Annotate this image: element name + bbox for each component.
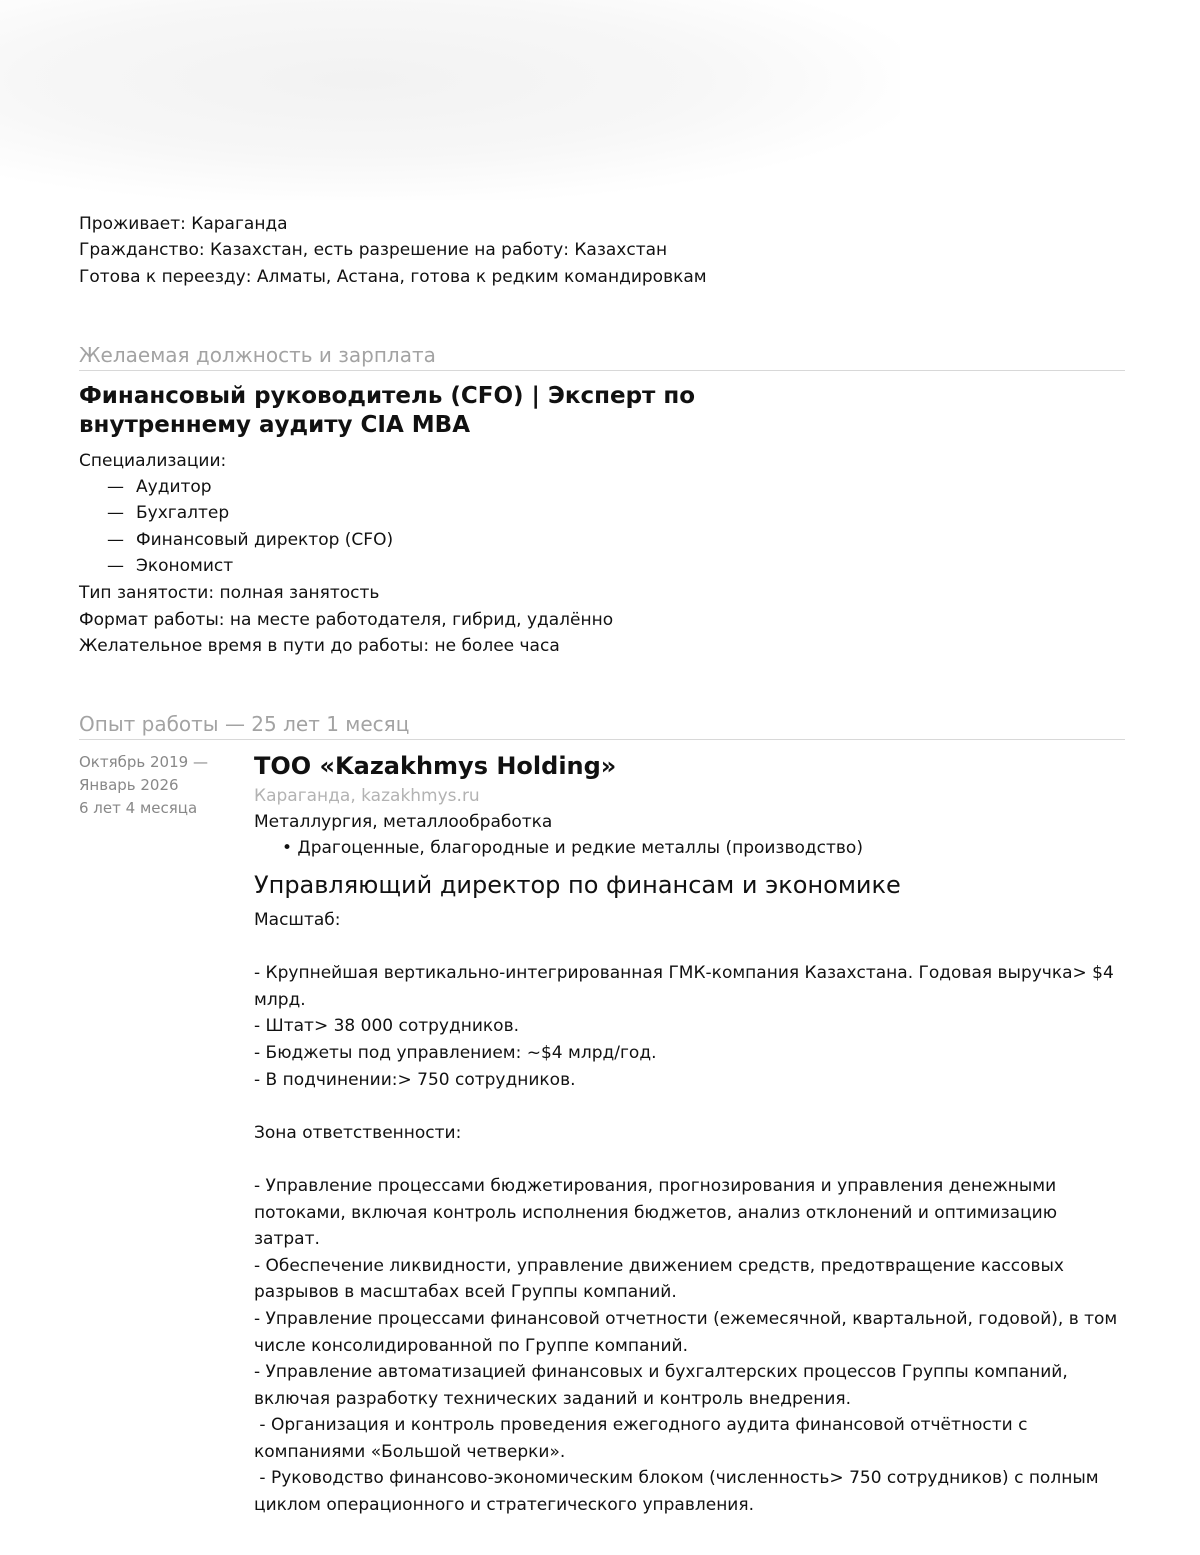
dash-marker: — [107, 477, 124, 497]
commute-time: Желательное время в пути до работы: не более часа [79, 636, 560, 656]
experience-section-title: Опыт работы — 25 лет 1 месяц [79, 711, 1125, 740]
job-position: Управляющий директор по финансам и экономике [254, 871, 901, 899]
specialization-item [107, 527, 393, 553]
company-location: Караганда, kazakhmys.ru [254, 786, 480, 806]
specialization-label: Бухгалтер [136, 503, 230, 523]
job-duration: 6 лет 4 месяца [79, 799, 198, 817]
job-period-end: Январь 2026 [79, 776, 179, 794]
specialization-label: Аудитор [136, 477, 212, 497]
company-name: ТОО «Kazakhmys Holding» [254, 752, 617, 780]
specialization-label: Финансовый директор (CFO) [136, 530, 394, 550]
dash-marker: — [107, 530, 124, 550]
company-industry-sub: • Драгоценные, благородные и редкие металлы (производство) [282, 838, 863, 858]
specialization-item [107, 553, 233, 579]
company-industry: Металлургия, металлообработка [254, 812, 553, 832]
residence: Проживает: Караганда [79, 214, 288, 234]
employment-type: Тип занятости: полная занятость [79, 583, 380, 603]
work-format: Формат работы: на месте работодателя, гибрид, удалённо [79, 610, 614, 630]
specialization-item [107, 500, 229, 526]
dash-marker: — [107, 556, 124, 576]
job-entry [254, 750, 1125, 1519]
job-period-start: Октябрь 2019 — [79, 753, 208, 771]
specialization-label: Экономист [136, 556, 234, 576]
desired-position-section-title: Желаемая должность и зарплата [79, 342, 1125, 371]
specializations-label: Специализации: [79, 451, 227, 471]
dash-marker: — [107, 503, 124, 523]
relocation: Готова к переезду: Алматы, Астана, готова к редким командировкам [79, 267, 707, 287]
job-period [79, 751, 249, 820]
citizenship: Гражданство: Казахстан, есть разрешение на работу: Казахстан [79, 240, 668, 260]
job-description: Масштаб: - Крупнейшая вертикально-интегрированная ГМК-компания Казахстана. Годовая выручка> $4 млрд. - Штат> 38 000 сотрудников. - Бюджеты под управлением: ~$4 млрд/год. - В подчинении:> 750 сотрудников. Зона ответственности: - Управление процессами бюджетирования, прогнозирования и управления денежными потоками, включая контроль исполнения бюджетов, анализ отклонений и оптимизацию затрат. - Обеспечение ликвидности, управление движением средств, предотвращение кассовых разрывов в масштабах всей Группы компаний. - Управление процессами финансовой отчетности (ежемесячной, квартальной, годовой), в том числе консолидированной по Группе компаний. - Управление автоматизацией финансовых и бухгалтерских процессов Группы компаний, включая разработку технических заданий и контроль внедрения. - Организация и контроль проведения ежегодного аудита финансовой отчётности с компаниями «Большой четверки». - Руководство финансово-экономическим блоком (численность> 750 сотрудников) с полным циклом операционного и стратегического управления. [254, 910, 1118, 1516]
blurred-header [0, 0, 900, 200]
position-title: Финансовый руководитель (CFO) | Эксперт по внутреннему аудиту CIA MBA [79, 383, 696, 438]
specialization-item [107, 474, 212, 500]
